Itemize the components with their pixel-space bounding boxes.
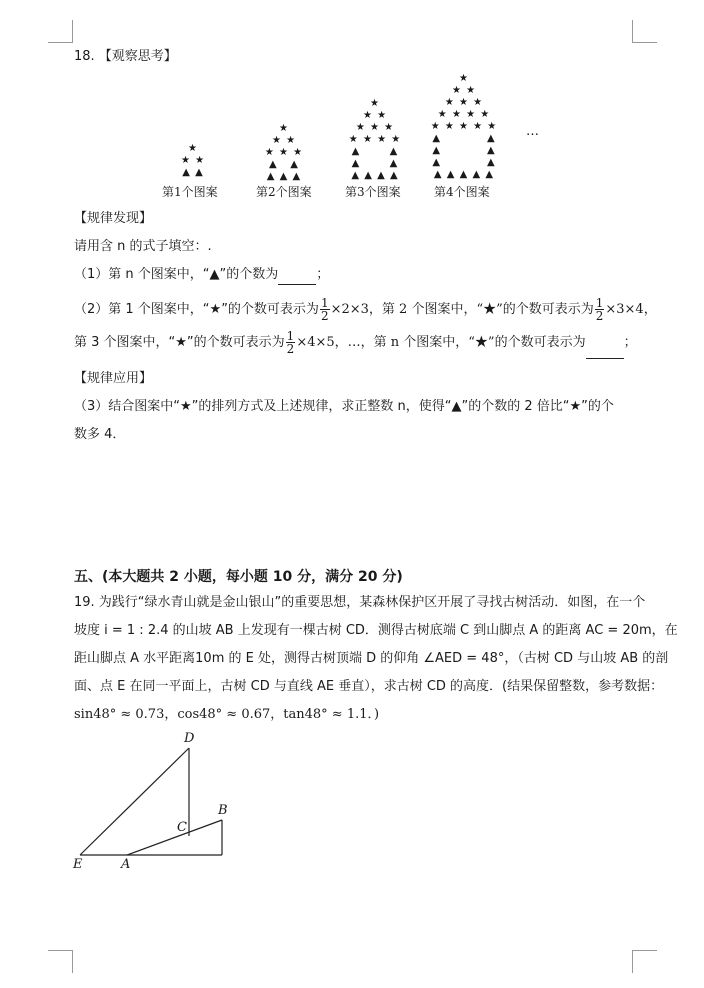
pattern-4-triangle-row: ▲ ▲	[432, 157, 496, 168]
q2-text-a: （2）第 1 个图案中，“★”的个数可表示为	[74, 302, 319, 317]
label-D: D	[184, 731, 195, 746]
label-A: A	[121, 857, 131, 872]
pattern-4-star-row: ★	[459, 73, 469, 84]
problem19-line-1: 19. 为践行“绿水青山就是金山银山”的重要思想，某森林保护区开展了寻找古树活动．如图，在一个	[74, 595, 646, 610]
problem19-line-4: 面、点 E 在同一平面上，古树 CD 与直线 AE 垂直），求古树 CD 的高度．(结果保留整数，参考数据：	[74, 679, 664, 694]
pattern-1-star-row: ★ ★	[180, 155, 206, 166]
slope-AB	[127, 820, 222, 855]
pattern-4-caption: 第4个图案	[434, 185, 490, 199]
section-5-heading: 五、(本大题共 2 小题，每小题 10 分，满分 20 分)	[74, 569, 403, 585]
q2-end: ；	[623, 335, 637, 350]
problem18-header: 18. 【观察思考】	[74, 49, 177, 64]
pattern-2-triangle-row: ▲ ▲ ▲	[266, 171, 302, 182]
pattern-4-star-row: ★ ★	[451, 85, 477, 96]
pattern-3-star-row: ★ ★	[362, 110, 388, 121]
question-3-line-2: 数多 4．	[74, 427, 126, 442]
label-B: B	[218, 803, 228, 818]
section-discovery: 【规律发现】	[74, 211, 153, 226]
fraction-half: $\frac{1}{2}$	[320, 296, 329, 323]
instruction: 请用含 n 的式子填空：.	[74, 239, 212, 254]
pattern-2-star-row: ★ ★ ★	[264, 147, 304, 158]
q2-text-c: ×3×4，	[605, 302, 657, 317]
fraction-half: $\frac{1}{2}$	[595, 296, 604, 323]
fraction-half: $\frac{1}{2}$	[286, 329, 295, 356]
question-1-end: ；	[316, 267, 330, 282]
section-application: 【规律应用】	[74, 371, 153, 386]
question-3-line-1: （3）结合图案中“★”的排列方式及上述规律，求正整数 n，使得“▲”的个数的 2 倍比“★”的个	[74, 399, 614, 414]
problem19-line-5: sin48° ≈ 0.73，cos48° ≈ 0.67，tan48° ≈ 1.1．)	[74, 707, 380, 722]
pattern-2-star-row: ★	[279, 123, 289, 134]
q2-text-b: ×2×3，第 2 个图案中，“★”的个数可表示为	[330, 302, 594, 317]
segment-ED	[80, 748, 189, 855]
problem19-line-3: 距山脚点 A 水平距离10m 的 E 处，测得古树顶端 D 的仰角 ∠AED = 48°，（古树 CD 与山坡 AB 的剖	[74, 651, 669, 666]
pattern-3-triangle-row: ▲ ▲	[351, 158, 399, 169]
pattern-1-caption: 第1个图案	[162, 185, 218, 199]
label-E: E	[73, 857, 83, 872]
pattern-4-star-row: ★ ★ ★ ★	[437, 109, 491, 120]
pattern-1-triangle-row: ▲ ▲	[182, 167, 204, 178]
pattern-4-star-row: ★ ★ ★ ★ ★	[430, 121, 498, 132]
question-1-text: （1）第 n 个图案中，“▲”的个数为	[74, 267, 279, 282]
pattern-1-star-row: ★	[188, 143, 198, 154]
q2-text-e: ×4×5，…，第 n 个图案中，“★”的个数可表示为	[296, 335, 586, 350]
pattern-3-triangle-row: ▲ ▲	[351, 146, 399, 157]
pattern-3-star-row: ★ ★ ★	[355, 122, 395, 133]
pattern-4-star-row: ★ ★ ★	[444, 97, 484, 108]
pattern-3-star-row: ★ ★ ★ ★	[348, 134, 402, 145]
problem19-line-2: 坡度 i = 1 : 2.4 的山坡 AB 上发现有一棵古树 CD．测得古树底端 C 到山脚点 A 的距离 AC = 20m，在	[74, 623, 678, 638]
q2-text-d: 第 3 个图案中，“★”的个数可表示为	[74, 335, 285, 350]
pattern-ellipsis: …	[526, 124, 539, 139]
pattern-2-caption: 第2个图案	[256, 185, 312, 199]
pattern-2-star-row: ★ ★	[271, 135, 297, 146]
label-C: C	[177, 820, 187, 835]
pattern-2-triangle-row: ▲ ▲	[269, 159, 299, 170]
pattern-3-triangle-row: ▲ ▲ ▲ ▲	[351, 170, 399, 181]
pattern-4-triangle-row: ▲ ▲	[432, 133, 496, 144]
pattern-3-caption: 第3个图案	[345, 185, 401, 199]
pattern-4-triangle-row: ▲ ▲ ▲ ▲ ▲	[433, 169, 495, 180]
pattern-4-triangle-row: ▲ ▲	[432, 145, 496, 156]
pattern-3-star-row: ★	[370, 98, 380, 109]
